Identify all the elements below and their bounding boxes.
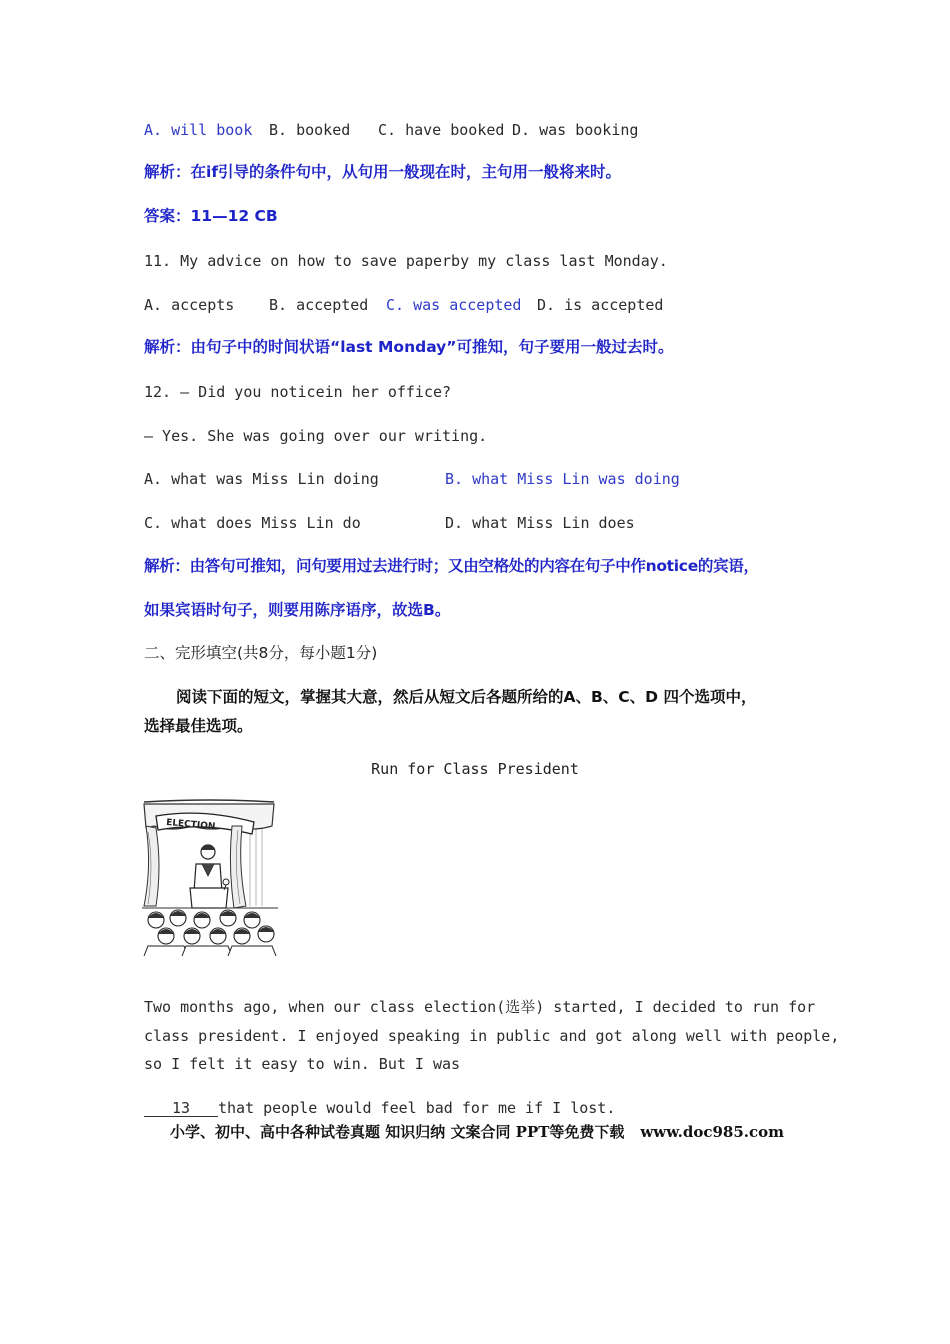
footer-url[interactable]: www.doc985.com (640, 1123, 785, 1141)
election-illustration (142, 796, 278, 956)
q11-option-d: D. is accepted (537, 296, 664, 314)
q11-option-b: B. accepted (269, 296, 369, 314)
q10-options (144, 120, 844, 140)
election-sign-text: ELECTION (165, 817, 216, 833)
q12-options-row2 (144, 513, 844, 533)
passage-line-1: Two months ago, when our class election(选举) started, I decided to run for (144, 998, 816, 1016)
q10-option-c: C. have booked (378, 121, 505, 139)
q12-options-row1 (144, 469, 844, 489)
blank-13: 13 (144, 1100, 218, 1117)
section2-instruction-line2: 选择最佳选项。 (144, 717, 253, 735)
footer-text: 小学、初中、高中各种试卷真题 知识归纳 文案合同 PPT等免费下载 (170, 1123, 625, 1141)
q10-option-d: D. was booking (512, 121, 639, 139)
section2-heading: 二、完形填空(共8分，每小题1分) (144, 644, 378, 662)
q11-analysis: 解析：由句子中的时间状语“last Monday”可推知，句子要用一般过去时。 (144, 338, 674, 356)
passage-line-4 (144, 1098, 615, 1118)
answer-11-12: 答案：11—12 CB (144, 207, 278, 225)
q12-option-a: A. what was Miss Lin doing (144, 470, 379, 488)
q11-option-a: A. accepts (144, 296, 235, 314)
q10-option-a: A. will book (144, 121, 253, 139)
q12-analysis-line1: 解析：由答句可推知，问句要用过去进行时；又由空格处的内容在句子中作notice的宾语， (144, 557, 759, 575)
footer-banner (170, 1121, 784, 1142)
passage-title: Run for Class President (371, 760, 579, 778)
q10-option-b: B. booked (269, 121, 351, 139)
q12-option-d: D. what Miss Lin does (445, 514, 635, 532)
passage-line-4-text: that people would feel bad for me if I lost. (218, 1099, 616, 1117)
q10-analysis: 解析：在if引导的条件句中，从句用一般现在时，主句用一般将来时。 (144, 163, 622, 181)
q12-stem: 12. — Did you noticein her office? (144, 383, 452, 401)
q12-option-c: C. what does Miss Lin do (144, 514, 361, 532)
section2-instruction-line1: 阅读下面的短文，掌握其大意，然后从短文后各题所给的A、B、C、D 四个选项中， (176, 688, 757, 706)
q12-option-b: B. what Miss Lin was doing (445, 470, 680, 488)
passage-line-3: so I felt it easy to win. But I was (144, 1055, 461, 1073)
q12-analysis-line2: 如果宾语时句子，则要用陈序语序，故选B。 (144, 601, 451, 619)
q11-option-c: C. was accepted (386, 296, 522, 314)
passage-line-2: class president. I enjoyed speaking in public and got along well with people, (144, 1027, 840, 1045)
q12-reply: — Yes. She was going over our writing. (144, 427, 488, 445)
q11-stem: 11. My advice on how to save paperby my class last Monday. (144, 252, 668, 270)
q11-options (144, 295, 844, 315)
